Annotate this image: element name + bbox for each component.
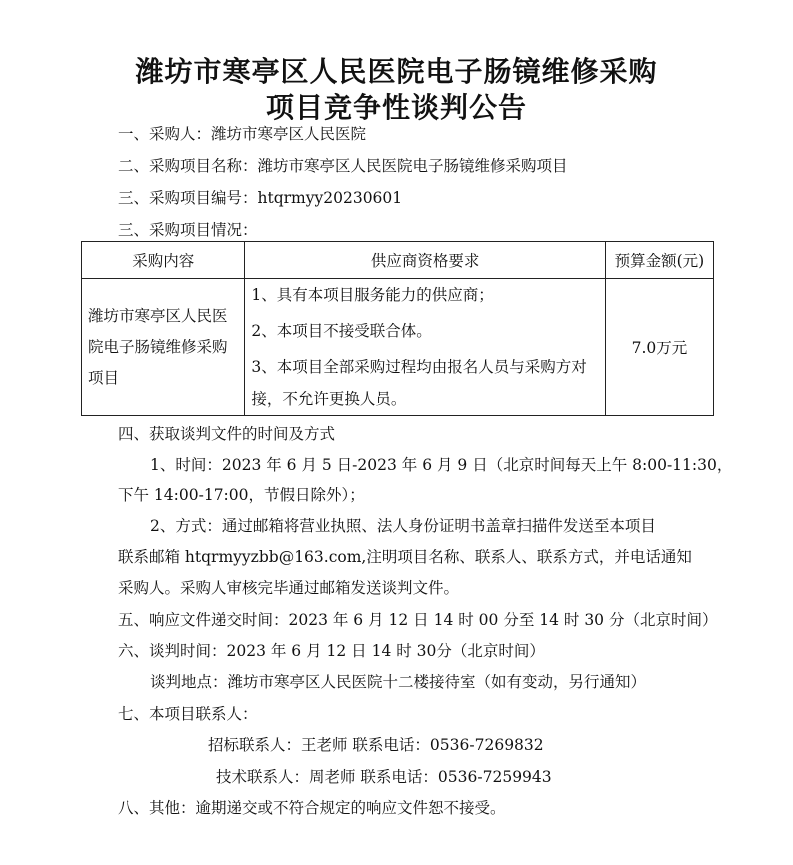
requirement-2: 2、本项目不接受联合体。: [251, 322, 432, 340]
requirement-3b: 接，不允许更换人员。: [251, 390, 407, 408]
header-budget: 预算金额(元): [605, 242, 713, 279]
section4-method-line1: 2、方式：通过邮箱将营业执照、法人身份证明书盖章扫描件发送至本项目: [150, 517, 656, 535]
section8-line: 八、其他：逾期递交或不符合规定的响应文件恕不接受。: [118, 799, 506, 817]
header-content: 采购内容: [82, 242, 245, 279]
contact-2: 技术联系人：周老师 联系电话：0536-7259943: [216, 768, 552, 786]
requirement-1: 1、具有本项目服务能力的供应商；: [251, 286, 494, 304]
cell-content: 潍坊市寒亭区人民医院电子肠镜维修采购项目: [82, 279, 245, 416]
page-title-line1: 潍坊市寒亭区人民医院电子肠镜维修采购: [135, 55, 658, 88]
section6-time: 六、谈判时间：2023 年 6 月 12 日 14 时 30分（北京时间）: [118, 642, 545, 660]
section4-method-line2: 联系邮箱 htqrmyyzbb@163.com,注明项目名称、联系人、联系方式，并电话通知: [118, 548, 692, 566]
section6-place: 谈判地点：潍坊市寒亭区人民医院十二楼接待室（如有变动，另行通知）: [150, 673, 647, 691]
table-header-row: [82, 242, 714, 279]
procurement-table: [81, 241, 714, 416]
section4-heading: 四、获取谈判文件的时间及方式: [118, 425, 336, 443]
section5-line: 五、响应文件递交时间：2023 年 6 月 12 日 14 时 00 分至 14 时 30 分（北京时间）: [118, 611, 718, 629]
table-row: [82, 279, 714, 416]
project-number-line: 三、采购项目编号：htqrmyy20230601: [118, 189, 403, 207]
project-info-heading: 三、采购项目情况：: [118, 221, 258, 239]
buyer-line: 一、采购人：潍坊市寒亭区人民医院: [118, 125, 367, 143]
page-title-line2: 项目竞争性谈判公告: [265, 91, 527, 124]
project-name-line: 二、采购项目名称：潍坊市寒亭区人民医院电子肠镜维修采购项目: [118, 157, 568, 175]
section4-time-line1: 1、时间：2023 年 6 月 5 日-2023 年 6 月 9 日（北京时间每天上午 8:00-11:30，: [150, 456, 733, 474]
cell-budget: 7.0万元: [605, 279, 713, 416]
section4-method-line3: 采购人。采购人审核完毕通过邮箱发送谈判文件。: [118, 579, 460, 597]
header-requirements: 供应商资格要求: [245, 242, 605, 279]
contact-1: 招标联系人：王老师 联系电话：0536-7269832: [208, 736, 544, 754]
requirement-3a: 3、本项目全部采购过程均由报名人员与采购方对: [251, 358, 587, 376]
section7-heading: 七、本项目联系人：: [118, 705, 258, 723]
cell-requirements: [245, 279, 605, 416]
section4-time-line2: 下午 14:00-17:00，节假日除外）；: [118, 486, 365, 504]
